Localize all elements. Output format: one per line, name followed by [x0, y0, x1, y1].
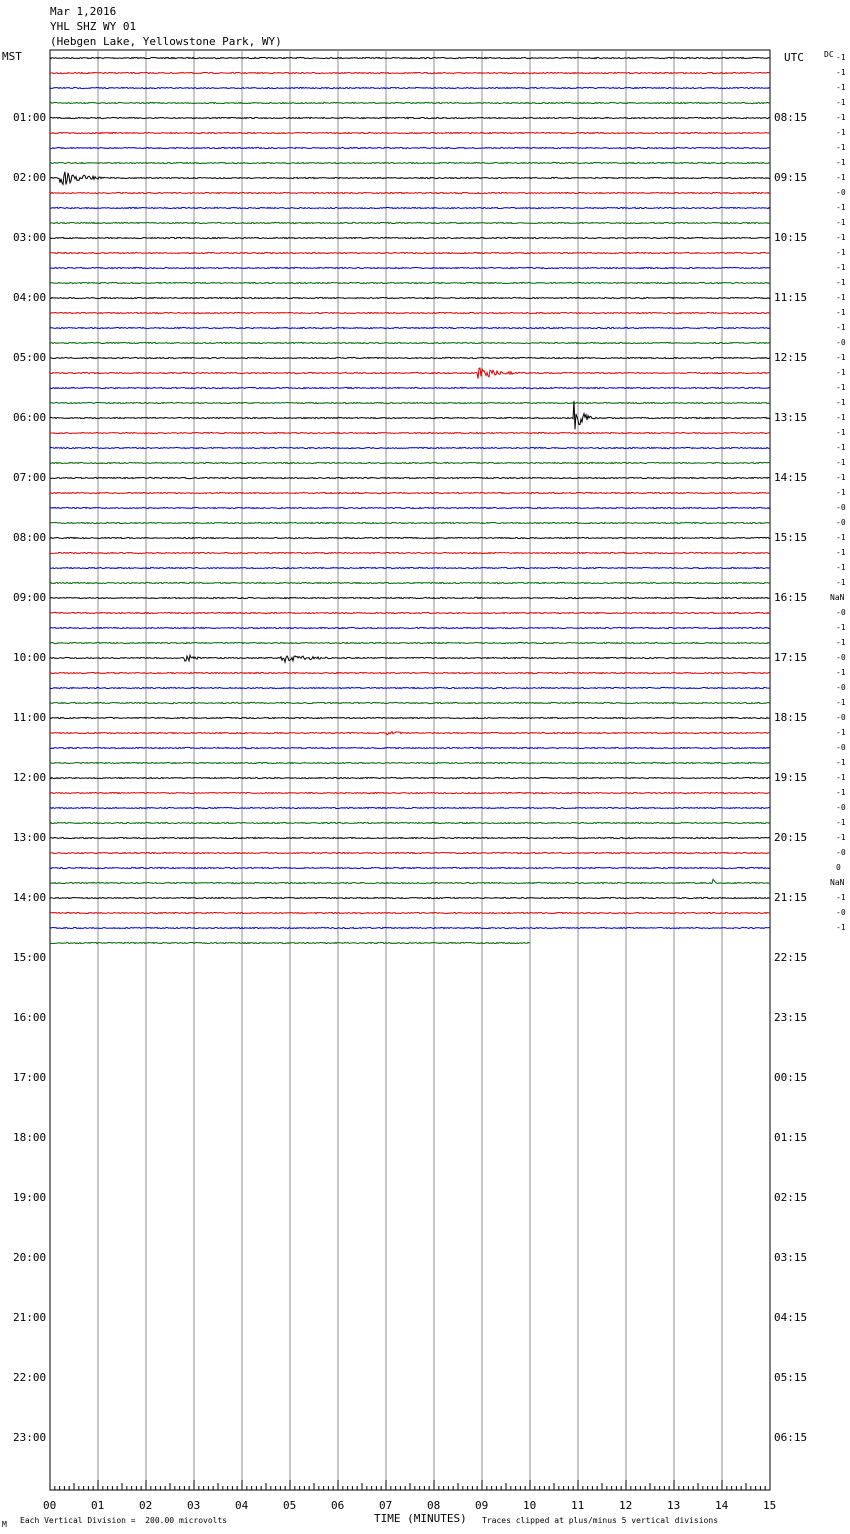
mst-label: 04:00: [13, 291, 47, 304]
trace-row-30: [50, 507, 770, 508]
utc-label: 21:15: [774, 891, 808, 904]
footer-mark: M: [2, 1520, 7, 1529]
dc-value: -1: [836, 623, 846, 632]
trace-row-52: [50, 837, 770, 838]
dc-value: -1: [836, 173, 846, 182]
x-tick-label: 02: [139, 1499, 153, 1512]
utc-label: 19:15: [774, 771, 808, 784]
trace-row-51: [50, 822, 770, 823]
dc-value: -1: [836, 788, 846, 797]
trace-row-2: [50, 87, 770, 88]
trace-row-56: [50, 897, 770, 898]
dc-value: -1: [836, 533, 846, 542]
mst-label: 02:00: [13, 171, 47, 184]
trace-row-53: [50, 852, 770, 853]
dc-value: -1: [836, 833, 846, 842]
dc-value: -1: [836, 473, 846, 482]
trace-row-15: [50, 282, 770, 283]
trace-row-18: [50, 327, 770, 328]
mst-label: 10:00: [13, 651, 47, 664]
utc-label: 01:15: [774, 1131, 808, 1144]
trace-row-8: [50, 172, 770, 185]
dc-value: -0: [836, 608, 846, 617]
mst-label: 20:00: [13, 1251, 47, 1264]
mst-label: 01:00: [13, 111, 47, 124]
trace-row-58: [50, 927, 770, 928]
utc-label: 10:15: [774, 231, 808, 244]
dc-value: -1: [836, 128, 846, 137]
trace-row-50: [50, 807, 770, 808]
trace-row-29: [50, 492, 770, 493]
dc-value: -1: [836, 398, 846, 407]
mst-label: 14:00: [13, 891, 47, 904]
dc-value: -0: [836, 653, 846, 662]
header-location: (Hebgen Lake, Yellowstone Park, WY): [50, 35, 282, 48]
dc-value: -1: [836, 263, 846, 272]
dc-value: -1: [836, 458, 846, 467]
x-tick-label: 01: [91, 1499, 105, 1512]
mst-label: 18:00: [13, 1131, 47, 1144]
trace-row-21: [50, 368, 770, 379]
trace-row-7: [50, 162, 770, 163]
utc-label: 17:15: [774, 651, 808, 664]
mst-label: 22:00: [13, 1371, 47, 1384]
trace-row-6: [50, 147, 770, 148]
dc-value: -1: [836, 773, 846, 782]
trace-row-28: [50, 477, 770, 478]
dc-value: -1: [836, 383, 846, 392]
trace-row-3: [50, 102, 770, 103]
dc-value: -1: [836, 923, 846, 932]
x-tick-label: 06: [331, 1499, 345, 1512]
mst-label: 11:00: [13, 711, 47, 724]
dc-value: -1: [836, 368, 846, 377]
mst-label: 16:00: [13, 1011, 47, 1024]
dc-value: -1: [836, 668, 846, 677]
trace-row-45: [50, 732, 770, 735]
utc-label: 02:15: [774, 1191, 808, 1204]
x-axis-label: TIME (MINUTES): [374, 1512, 467, 1525]
dc-value: -0: [836, 743, 846, 752]
trace-row-41: [50, 672, 770, 673]
utc-label: 18:15: [774, 711, 808, 724]
trace-row-44: [50, 717, 770, 718]
dc-value: -1: [836, 443, 846, 452]
trace-row-31: [50, 522, 770, 523]
dc-value: -1: [836, 68, 846, 77]
utc-label: 16:15: [774, 591, 808, 604]
dc-value: -1: [836, 53, 846, 62]
dc-value: -1: [836, 578, 846, 587]
utc-label: 06:15: [774, 1431, 808, 1444]
utc-label: 04:15: [774, 1311, 808, 1324]
trace-row-1: [50, 72, 770, 73]
dc-value: -1: [836, 83, 846, 92]
dc-value: -1: [836, 203, 846, 212]
dc-value: -1: [836, 548, 846, 557]
dc-value: -0: [836, 503, 846, 512]
dc-value: -1: [836, 428, 846, 437]
trace-row-13: [50, 252, 770, 253]
x-tick-label: 05: [283, 1499, 297, 1512]
dc-value: -1: [836, 728, 846, 737]
trace-row-19: [50, 342, 770, 343]
dc-value: NaN: [830, 878, 845, 887]
header-date: Mar 1,2016: [50, 5, 117, 18]
clip-note: Traces clipped at plus/minus 5 vertical divisions: [482, 1516, 719, 1525]
x-tick-label: 11: [571, 1499, 585, 1512]
trace-row-46: [50, 747, 770, 748]
utc-label: 08:15: [774, 111, 808, 124]
dc-value: -1: [836, 638, 846, 647]
dc-value: -1: [836, 293, 846, 302]
trace-row-14: [50, 267, 770, 268]
dc-value: 0: [836, 863, 841, 872]
dc-value: -0: [836, 713, 846, 722]
trace-row-40: [50, 655, 770, 662]
scale-note: Each Vertical Division = 200.00 microvolts: [20, 1516, 228, 1525]
mst-label: 09:00: [13, 591, 47, 604]
trace-row-20: [50, 357, 770, 358]
trace-row-11: [50, 222, 770, 223]
trace-row-57: [50, 912, 770, 913]
mst-label: 07:00: [13, 471, 47, 484]
mst-label: 05:00: [13, 351, 47, 364]
dc-value: -1: [836, 698, 846, 707]
dc-value: -0: [836, 338, 846, 347]
mst-label: 12:00: [13, 771, 47, 784]
utc-label: 23:15: [774, 1011, 808, 1024]
mst-label: 15:00: [13, 951, 47, 964]
x-tick-label: 13: [667, 1499, 681, 1512]
x-tick-label: 15: [763, 1499, 777, 1512]
trace-row-5: [50, 132, 770, 133]
trace-row-48: [50, 777, 770, 778]
utc-label: 15:15: [774, 531, 808, 544]
utc-label: 00:15: [774, 1071, 808, 1084]
trace-row-37: [50, 612, 770, 613]
dc-value: -0: [836, 518, 846, 527]
x-tick-label: 09: [475, 1499, 489, 1512]
trace-row-17: [50, 312, 770, 313]
utc-label: 03:15: [774, 1251, 808, 1264]
trace-row-22: [50, 387, 770, 388]
dc-value: -0: [836, 188, 846, 197]
trace-row-33: [50, 552, 770, 553]
dc-value: -1: [836, 413, 846, 422]
dc-value: -1: [836, 488, 846, 497]
utc-axis-label: UTC: [784, 51, 804, 64]
dc-value: -1: [836, 353, 846, 362]
trace-row-27: [50, 462, 770, 463]
trace-row-4: [50, 117, 770, 118]
dc-value: NaN: [830, 593, 845, 602]
trace-row-16: [50, 297, 770, 298]
utc-label: 13:15: [774, 411, 808, 424]
trace-row-34: [50, 567, 770, 568]
dc-value: -1: [836, 158, 846, 167]
trace-row-25: [50, 432, 770, 433]
x-tick-label: 12: [619, 1499, 633, 1512]
trace-row-0: [50, 57, 770, 58]
mst-label: 03:00: [13, 231, 47, 244]
dc-value: -1: [836, 98, 846, 107]
x-tick-label: 00: [43, 1499, 57, 1512]
x-tick-label: 03: [187, 1499, 201, 1512]
trace-row-55: [50, 879, 770, 883]
trace-row-39: [50, 642, 770, 643]
utc-label: 11:15: [774, 291, 808, 304]
dc-value: -1: [836, 893, 846, 902]
dc-value: -0: [836, 683, 846, 692]
dc-value: -0: [836, 848, 846, 857]
utc-label: 22:15: [774, 951, 808, 964]
x-tick-label: 04: [235, 1499, 249, 1512]
trace-row-38: [50, 627, 770, 628]
trace-row-10: [50, 207, 770, 208]
dc-value: -1: [836, 818, 846, 827]
mst-axis-label: MST: [2, 50, 22, 63]
trace-row-49: [50, 792, 770, 793]
trace-row-35: [50, 582, 770, 583]
dc-value: -1: [836, 248, 846, 257]
trace-row-26: [50, 447, 770, 448]
utc-label: 05:15: [774, 1371, 808, 1384]
x-tick-label: 07: [379, 1499, 393, 1512]
x-tick-label: 14: [715, 1499, 729, 1512]
dc-value: -1: [836, 233, 846, 242]
mst-label: 08:00: [13, 531, 47, 544]
dc-value: -1: [836, 143, 846, 152]
dc-value: -1: [836, 218, 846, 227]
header-station: YHL SHZ WY 01: [50, 20, 137, 33]
dc-value: -1: [836, 308, 846, 317]
dc-value: -0: [836, 908, 846, 917]
trace-row-42: [50, 687, 770, 688]
dc-value: -1: [836, 563, 846, 572]
mst-label: 21:00: [13, 1311, 47, 1324]
trace-row-23: [50, 402, 770, 403]
x-tick-label: 10: [523, 1499, 537, 1512]
trace-row-36: [50, 597, 770, 598]
dc-label: DC: [824, 50, 834, 59]
trace-row-43: [50, 702, 770, 703]
mst-label: 06:00: [13, 411, 47, 424]
utc-label: 12:15: [774, 351, 808, 364]
trace-row-24: [50, 401, 770, 430]
utc-label: 14:15: [774, 471, 808, 484]
dc-value: -1: [836, 323, 846, 332]
plot-frame: [50, 50, 770, 1490]
dc-value: -0: [836, 803, 846, 812]
trace-row-12: [50, 237, 770, 238]
dc-value: -1: [836, 113, 846, 122]
trace-row-32: [50, 537, 770, 538]
trace-row-54: [50, 867, 770, 868]
trace-row-47: [50, 762, 770, 763]
utc-label: 09:15: [774, 171, 808, 184]
trace-row-9: [50, 192, 770, 193]
dc-value: -1: [836, 758, 846, 767]
x-tick-label: 08: [427, 1499, 441, 1512]
mst-label: 13:00: [13, 831, 47, 844]
utc-label: 20:15: [774, 831, 808, 844]
mst-label: 17:00: [13, 1071, 47, 1084]
mst-label: 23:00: [13, 1431, 47, 1444]
mst-label: 19:00: [13, 1191, 47, 1204]
dc-value: -1: [836, 278, 846, 287]
